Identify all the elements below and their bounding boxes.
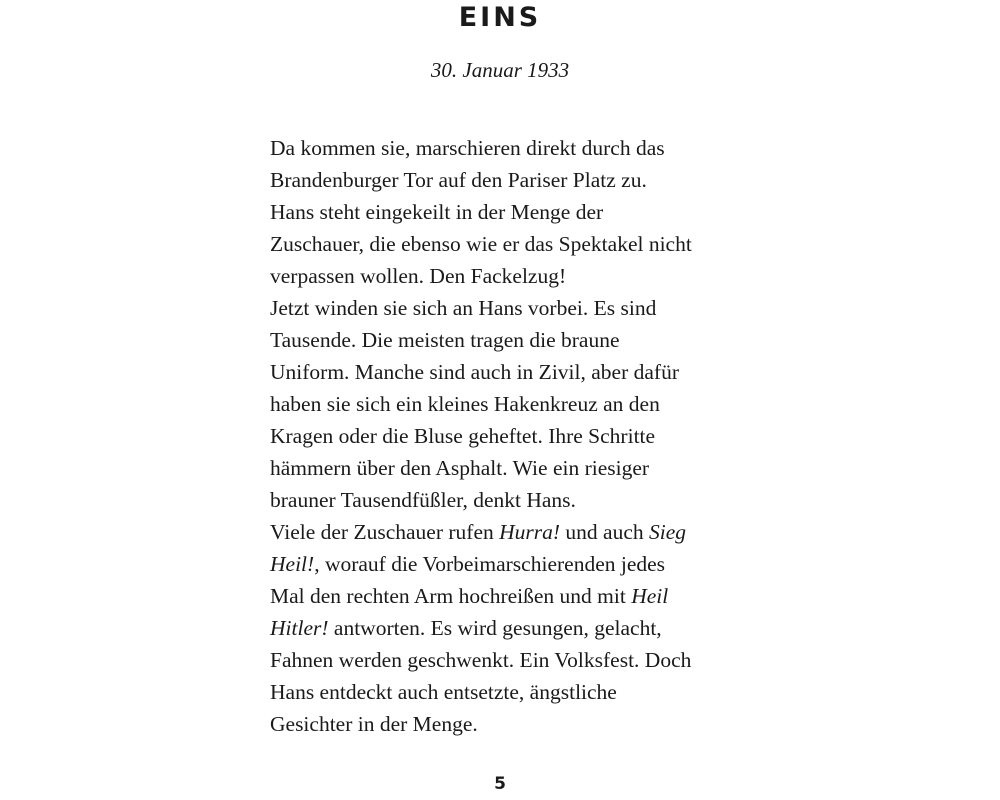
- text-segment: Viele der Zuschauer rufen: [270, 520, 500, 544]
- text-line: [270, 260, 750, 292]
- text-line: [270, 132, 750, 164]
- text-line: [270, 612, 750, 644]
- text-segment: Uniform. Manche sind auch in Zivil, aber dafür: [270, 360, 679, 384]
- body-text: [270, 132, 750, 740]
- text-segment: antworten. Es wird gesungen, gelacht,: [328, 616, 662, 640]
- text-line: [270, 324, 750, 356]
- text-segment: haben sie sich ein kleines Hakenkreuz an den: [270, 392, 660, 416]
- text-segment: Fahnen werden geschwenkt. Ein Volksfest. Doch: [270, 648, 692, 672]
- text-line: [270, 580, 750, 612]
- text-segment: Mal den rechten Arm hochreißen und mit: [270, 584, 632, 608]
- text-line: [270, 164, 750, 196]
- text-segment: Hans steht eingekeilt in der Menge der: [270, 200, 604, 224]
- italic-text: Hitler!: [270, 616, 329, 640]
- text-line: [270, 708, 750, 740]
- italic-text: Heil!: [270, 552, 315, 576]
- chapter-title: EINS: [458, 2, 542, 33]
- text-line: [270, 484, 750, 516]
- text-line: [270, 388, 750, 420]
- text-segment: Da kommen sie, marschieren direkt durch das: [270, 136, 665, 160]
- text-line: [270, 196, 750, 228]
- italic-text: Hurra!: [499, 520, 561, 544]
- text-segment: brauner Tausendfüßler, denkt Hans.: [270, 488, 576, 512]
- text-line: [270, 228, 750, 260]
- text-segment: hämmern über den Asphalt. Wie ein riesiger: [270, 456, 650, 480]
- text-line: [270, 516, 750, 548]
- text-segment: Kragen oder die Bluse geheftet. Ihre Schritte: [270, 424, 656, 448]
- text-segment: , worauf die Vorbeimarschierenden jedes: [314, 552, 666, 576]
- text-line: [270, 644, 750, 676]
- text-segment: Hans entdeckt auch entsetzte, ängstliche: [270, 680, 617, 704]
- text-line: [270, 548, 750, 580]
- text-segment: Jetzt winden sie sich an Hans vorbei. Es sind: [270, 296, 657, 320]
- italic-text: Sieg: [649, 520, 687, 544]
- text-line: [270, 356, 750, 388]
- text-segment: Tausende. Die meisten tragen die braune: [270, 328, 620, 352]
- chapter-date: 30. Januar 1933: [430, 58, 570, 82]
- page-number: 5: [494, 774, 506, 794]
- text-segment: Gesichter in der Menge.: [270, 712, 478, 736]
- text-segment: und auch: [560, 520, 650, 544]
- text-segment: Zuschauer, die ebenso wie er das Spektakel nicht: [270, 232, 692, 256]
- text-line: [270, 292, 750, 324]
- text-line: [270, 452, 750, 484]
- italic-text: Heil: [631, 584, 669, 608]
- text-line: [270, 676, 750, 708]
- text-segment: Brandenburger Tor auf den Pariser Platz zu.: [270, 168, 647, 192]
- text-segment: verpassen wollen. Den Fackelzug!: [270, 264, 567, 288]
- text-line: [270, 420, 750, 452]
